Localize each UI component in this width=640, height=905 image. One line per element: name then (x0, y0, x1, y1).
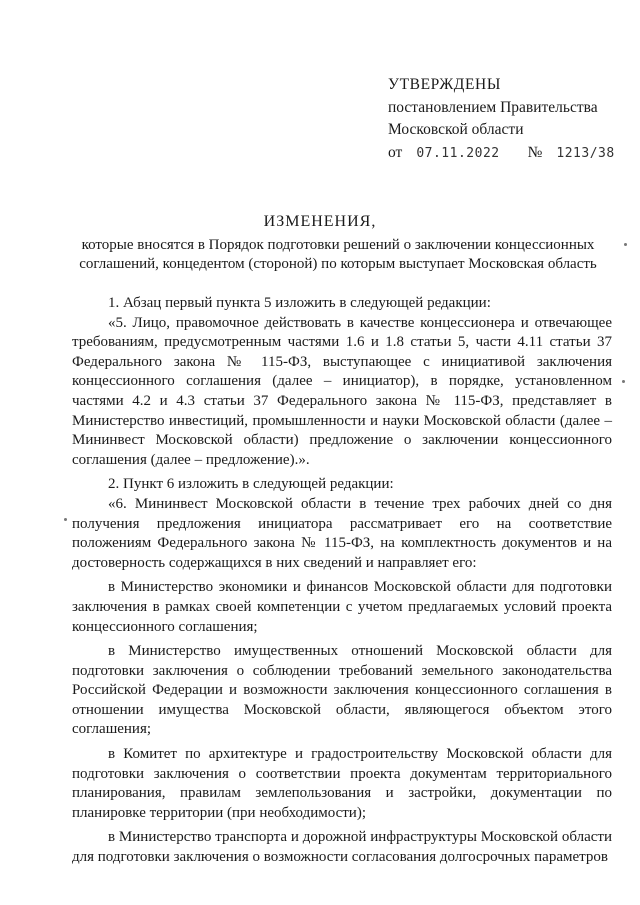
number-prefix: № (527, 143, 543, 161)
date-prefix: от (388, 143, 403, 161)
paragraph-item-2: 2. Пункт 6 изложить в следующей редакции: (108, 476, 394, 493)
approval-line-2: Московской области (388, 121, 524, 138)
paragraph-6-text: «6. Мининвест Московской области в течение трех рабочих дней со дня получения предложения инициатора рассматривает его на соответствие положениям Федерального закона № 115-ФЗ, на комплектность документов и на достоверность содержащихся в них сведений и направляет его: (72, 495, 612, 571)
paragraph-minimushchestvo: в Министерство имущественных отношений Московской области для подготовки заключения о соблюдении требований земельного законодательства Российской Федерации и возможности заключения концессионного соглашения в отношении имущества Московской области, являющегося объектом этого соглашения; (72, 643, 612, 738)
approval-number: 1213/38 (556, 145, 615, 161)
paragraph-transport: в Министерство транспорта и дорожной инфраструктуры Московской области для подготовки заключения о возможности согласования долгосрочных параметров (72, 829, 612, 866)
scan-speck (624, 243, 627, 246)
approval-line-1: постановлением Правительства (388, 98, 598, 116)
scan-speck (64, 518, 67, 521)
document-subtitle: которые вносятся в Порядок подготовки решений о заключении концессионных соглашений, концедентом (стороной) по которым выступает Московская область (79, 237, 597, 272)
document-heading: ИЗМЕНЕНИЯ, (263, 213, 377, 230)
approval-date: 07.11.2022 (416, 145, 500, 161)
paragraph-minecon: в Министерство экономики и финансов Московской области для подготовки заключения в рамках своей компетенции с учетом предлагаемых условий проекта концессионного соглашения; (72, 579, 612, 635)
scan-speck (622, 380, 625, 383)
paragraph-5-text: «5. Лицо, правомочное действовать в качестве концессионера и отвечающее требованиям, предусмотренным частями 1.6 и 1.8 статьи 5, части 4.11 статьи 37 Федерального закона № 115-ФЗ, выступающее с инициативой заключения концессионного соглашения (далее – инициатор), в порядке, установленном частями 4.2 и 4.3 статьи 37 Федерального закона № 115-ФЗ, представляет в Министерство инвестиций, промышленности и науки Московской области (далее – Мининвест Московской области) предложение о заключении концессионного соглашения (далее – предложение).». (72, 314, 612, 468)
approval-date-line (388, 142, 615, 166)
approval-title: УТВЕРЖДЕНЫ (388, 76, 501, 93)
paragraph-architecture: в Комитет по архитектуре и градостроительству Московской области для подготовки заключения о соответствии проекта документам территориального планирования, правилам землепользования и застройки, документации по планировке территории (при необходимости); (72, 746, 612, 821)
paragraph-item-1: 1. Абзац первый пункта 5 изложить в следующей редакции: (108, 295, 491, 311)
approval-stamp-block (388, 74, 615, 165)
document-body (72, 294, 612, 868)
